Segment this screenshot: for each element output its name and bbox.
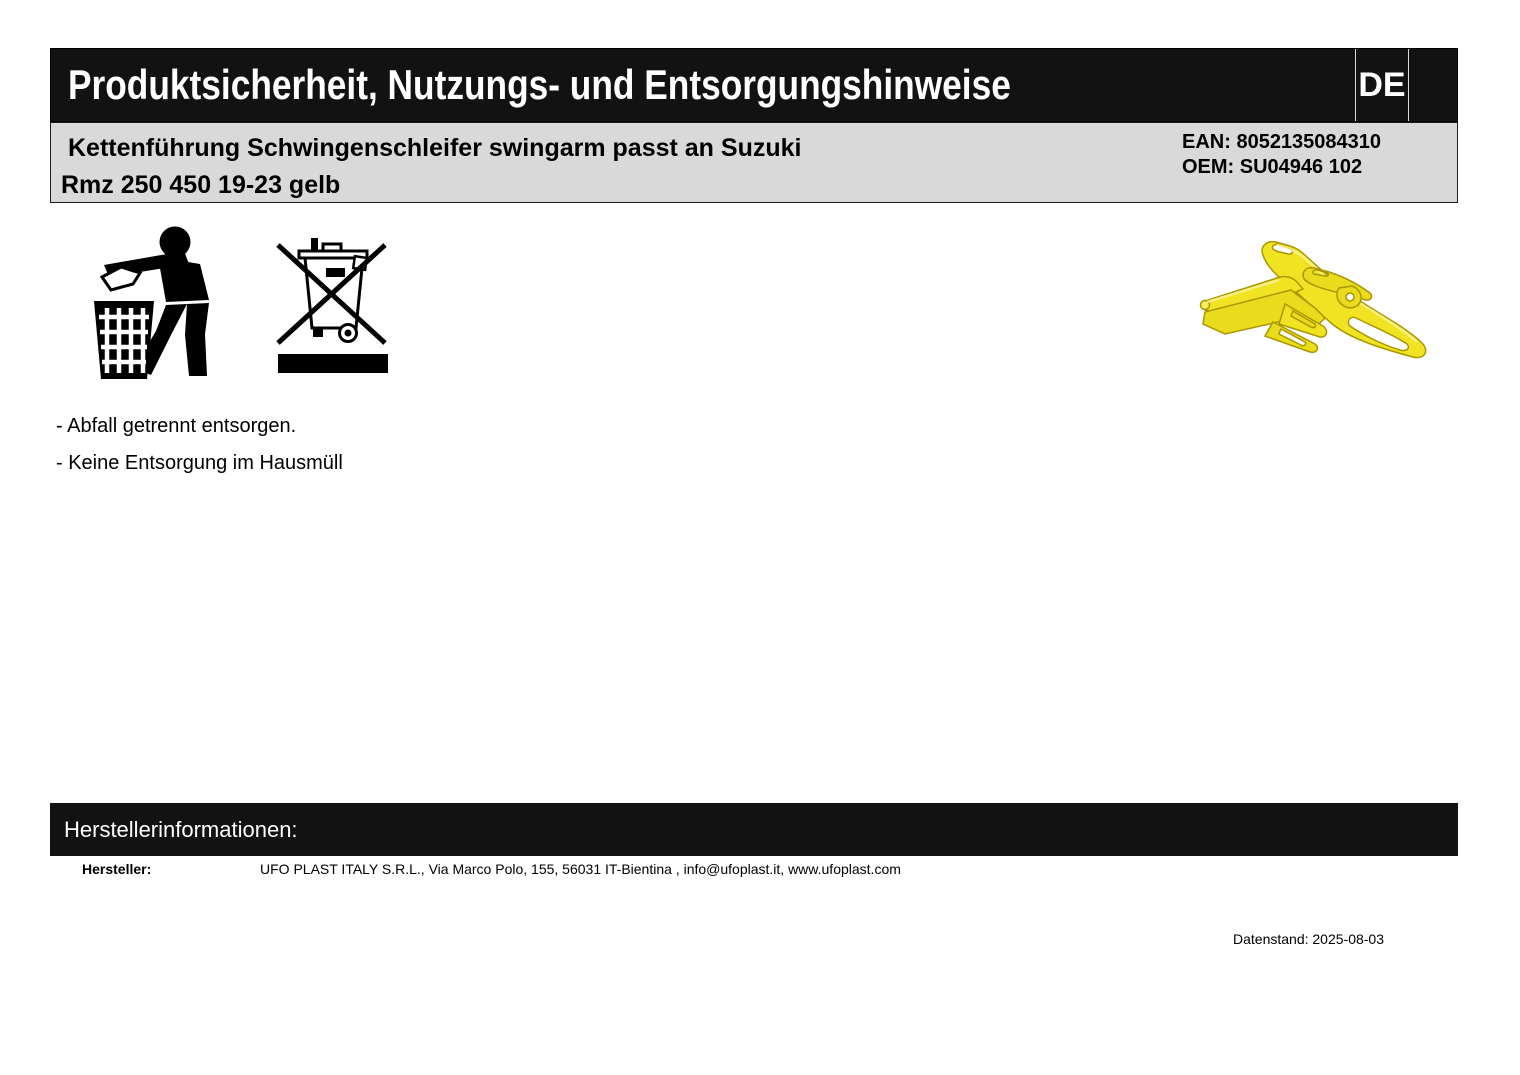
manufacturer-section-title: Herstellerinformationen:	[64, 817, 298, 842]
language-badge: DE	[1355, 49, 1409, 121]
disposal-note-1: - Abfall getrennt entsorgen.	[56, 415, 297, 437]
manufacturer-section-bar	[50, 803, 1458, 856]
tidyman-icon	[88, 224, 210, 382]
product-header	[50, 122, 1458, 203]
product-codes	[1182, 130, 1381, 180]
product-name-line1: Kettenführung Schwingenschleifer swingarm passt an Suzuki	[68, 134, 802, 162]
ean-code: EAN: 8052135084310	[1182, 131, 1382, 153]
product-name	[57, 130, 801, 204]
weee-crossed-bin-icon	[275, 230, 389, 375]
manufacturer-label: Hersteller:	[82, 861, 152, 877]
document-header-bar	[50, 48, 1458, 122]
manufacturer-value: UFO PLAST ITALY S.R.L., Via Marco Polo, 155, 56031 IT-Bientina , info@ufoplast.it, www.ufoplast.com	[260, 861, 901, 877]
oem-code: OEM: SU04946 102	[1182, 156, 1363, 178]
data-status: Datenstand: 2025-08-03	[1233, 931, 1384, 947]
product-name-line2: Rmz 250 450 19-23 gelb	[61, 171, 341, 199]
product-photo	[1193, 238, 1438, 363]
page-title: Produktsicherheit, Nutzungs- und Entsorgungshinweise	[68, 61, 1011, 108]
disposal-note-2: - Keine Entsorgung im Hausmüll	[56, 452, 343, 474]
